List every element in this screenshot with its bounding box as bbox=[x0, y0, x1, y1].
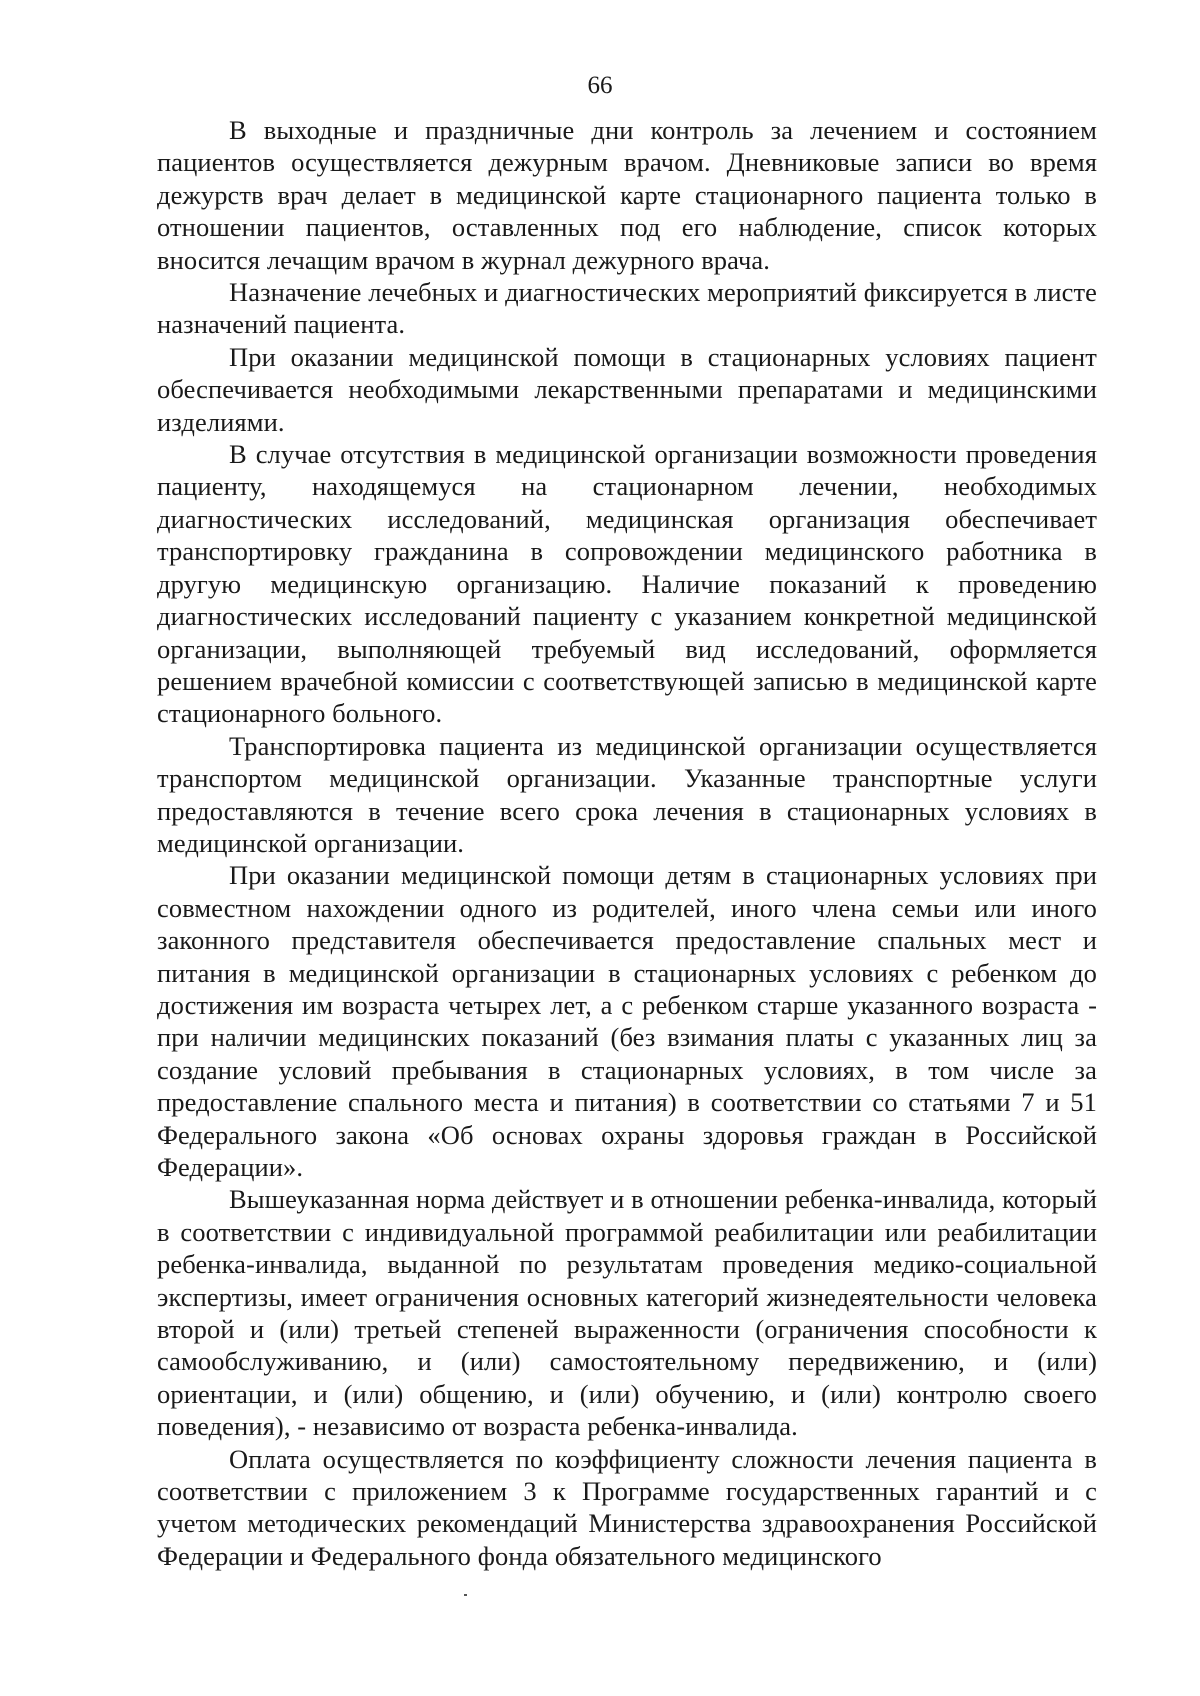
paragraph-transportation: Транспортировка пациента из медицинской организации осуществляется транспортом медицинской организации. Указанные транспортные услуги предоставляются в течение всего срока лечения в стационарных условиях в медицинской организации. bbox=[157, 730, 1097, 858]
paragraph-weekend-control: В выходные и праздничные дни контроль за лечением и состоянием пациентов осуществляется дежурным врачом. Дневниковые записи во время дежурств врач делает в медицинской карте стационарного пациента только в отношении пациентов, оставленных под его наблюдение, список которых вносится лечащим врачом в журнал дежурного врача. bbox=[157, 115, 1097, 275]
scan-speck bbox=[464, 1594, 467, 1596]
paragraph-diagnostic-transfer: В случае отсутствия в медицинской организации возможности проведения пациенту, находящемуся на стационарном лечении, необходимых диагностических исследований, медицинская организация обеспечивает транспортировку гражданина в сопровождении медицинского работника в другую медицинскую организацию. Наличие показаний к проведению диагностических исследований пациенту с указанием конкретной медицинской организации, выполняющей требуемый вид исследований, оформляется решением врачебной комиссии с соответствующей записью в медицинской карте стационарного больного. bbox=[157, 439, 1097, 729]
page-number: 66 bbox=[587, 72, 613, 99]
document-body bbox=[157, 114, 1097, 1572]
paragraph-medications: При оказании медицинской помощи в стационарных условиях пациент обеспечивается необходимыми лекарственными препаратами и медицинскими изделиями. bbox=[157, 341, 1097, 437]
paragraph-prescriptions: Назначение лечебных и диагностических мероприятий фиксируется в листе назначений пациента. bbox=[157, 277, 1097, 340]
paragraph-disabled-child: Вышеуказанная норма действует и в отношении ребенка-инвалида, который в соответствии с индивидуальной программой реабилитации или реабилитации ребенка-инвалида, выданной по результатам проведения медико-социальной экспертизы, имеет ограничения основных категорий жизнедеятельности человека второй и (или) третьей степеней выраженности (ограничения способности к самообслуживанию, и (или) самостоятельному передвижению, и (или) ориентации, и (или) общению, и (или) обучению, и (или) контролю своего поведения), - независимо от возраста ребенка-инвалида. bbox=[157, 1184, 1097, 1442]
paragraph-payment: Оплата осуществляется по коэффициенту сложности лечения пациента в соответствии с приложением 3 к Программе государственных гарантий и с учетом методических рекомендаций Министерства здравоохранения Российской Федерации и Федерального фонда обязательного медицинского bbox=[157, 1443, 1097, 1571]
paragraph-children-accompaniment: При оказании медицинской помощи детям в стационарных условиях при совместном нахождении одного из родителей, иного члена семьи или иного законного представителя обеспечивается предоставление спальных мест и питания в медицинской организации в стационарных условиях с ребенком до достижения им возраста четырех лет, а с ребенком старше указанного возраста - при наличии медицинских показаний (без взимания платы с указанных лиц за создание условий пребывания в стационарных условиях, в том числе за предоставление спального места и питания) в соответствии со статьями 7 и 51 Федерального закона «Об основах охраны здоровья граждан в Российской Федерации». bbox=[157, 860, 1097, 1182]
